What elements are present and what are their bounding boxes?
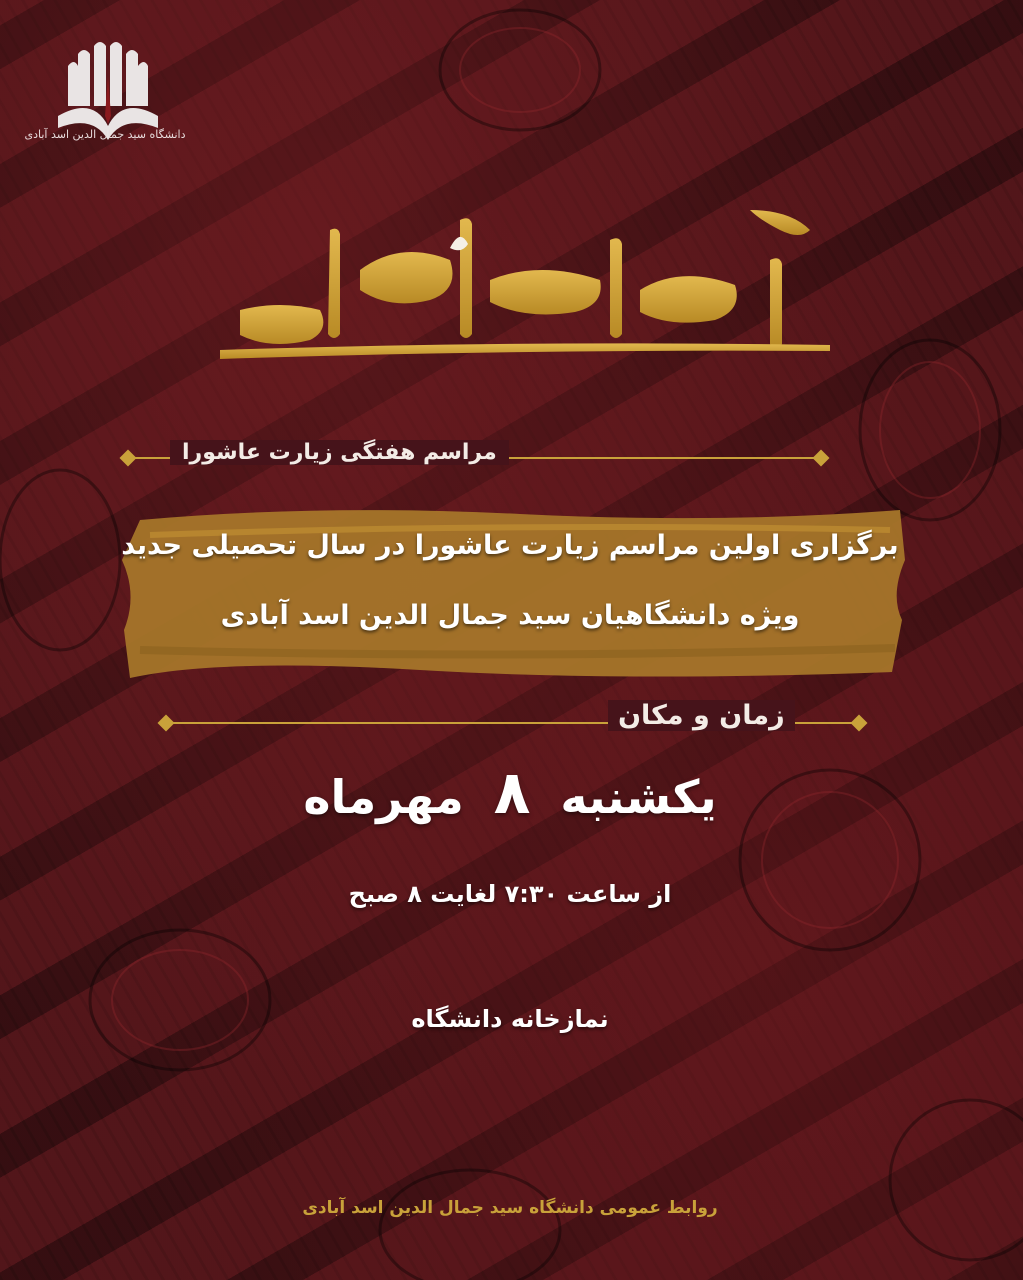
event-date [180,758,840,828]
announcement-line-2: ویژه دانشگاهیان سید جمال الدین اسد آبادی [220,600,800,631]
brush-stroke-banner [120,500,910,685]
weekly-ceremony-subtitle: مراسم هفتگی زیارت عاشورا [170,440,509,465]
event-date-number: ۸ [493,758,531,828]
logo-caption: دانشگاه سید جمال الدین اسد آبادی [24,128,186,141]
event-day: یکشنبه [560,770,717,824]
calligraphy-title [210,190,840,380]
event-place: نمازخانه دانشگاه [411,1005,609,1033]
event-month: مهرماه [303,770,464,824]
schedule-heading: زمان و مکان [608,700,795,731]
event-time: از ساعت ۷:۳۰ لغایت ۸ صبح [348,880,672,908]
announcement-line-1: برگزاری اولین مراسم زیارت عاشورا در سال تحصیلی جدید [121,530,899,561]
footer-credit: روابط عمومی دانشگاه سید جمال الدین اسد آبادی [302,1198,718,1218]
